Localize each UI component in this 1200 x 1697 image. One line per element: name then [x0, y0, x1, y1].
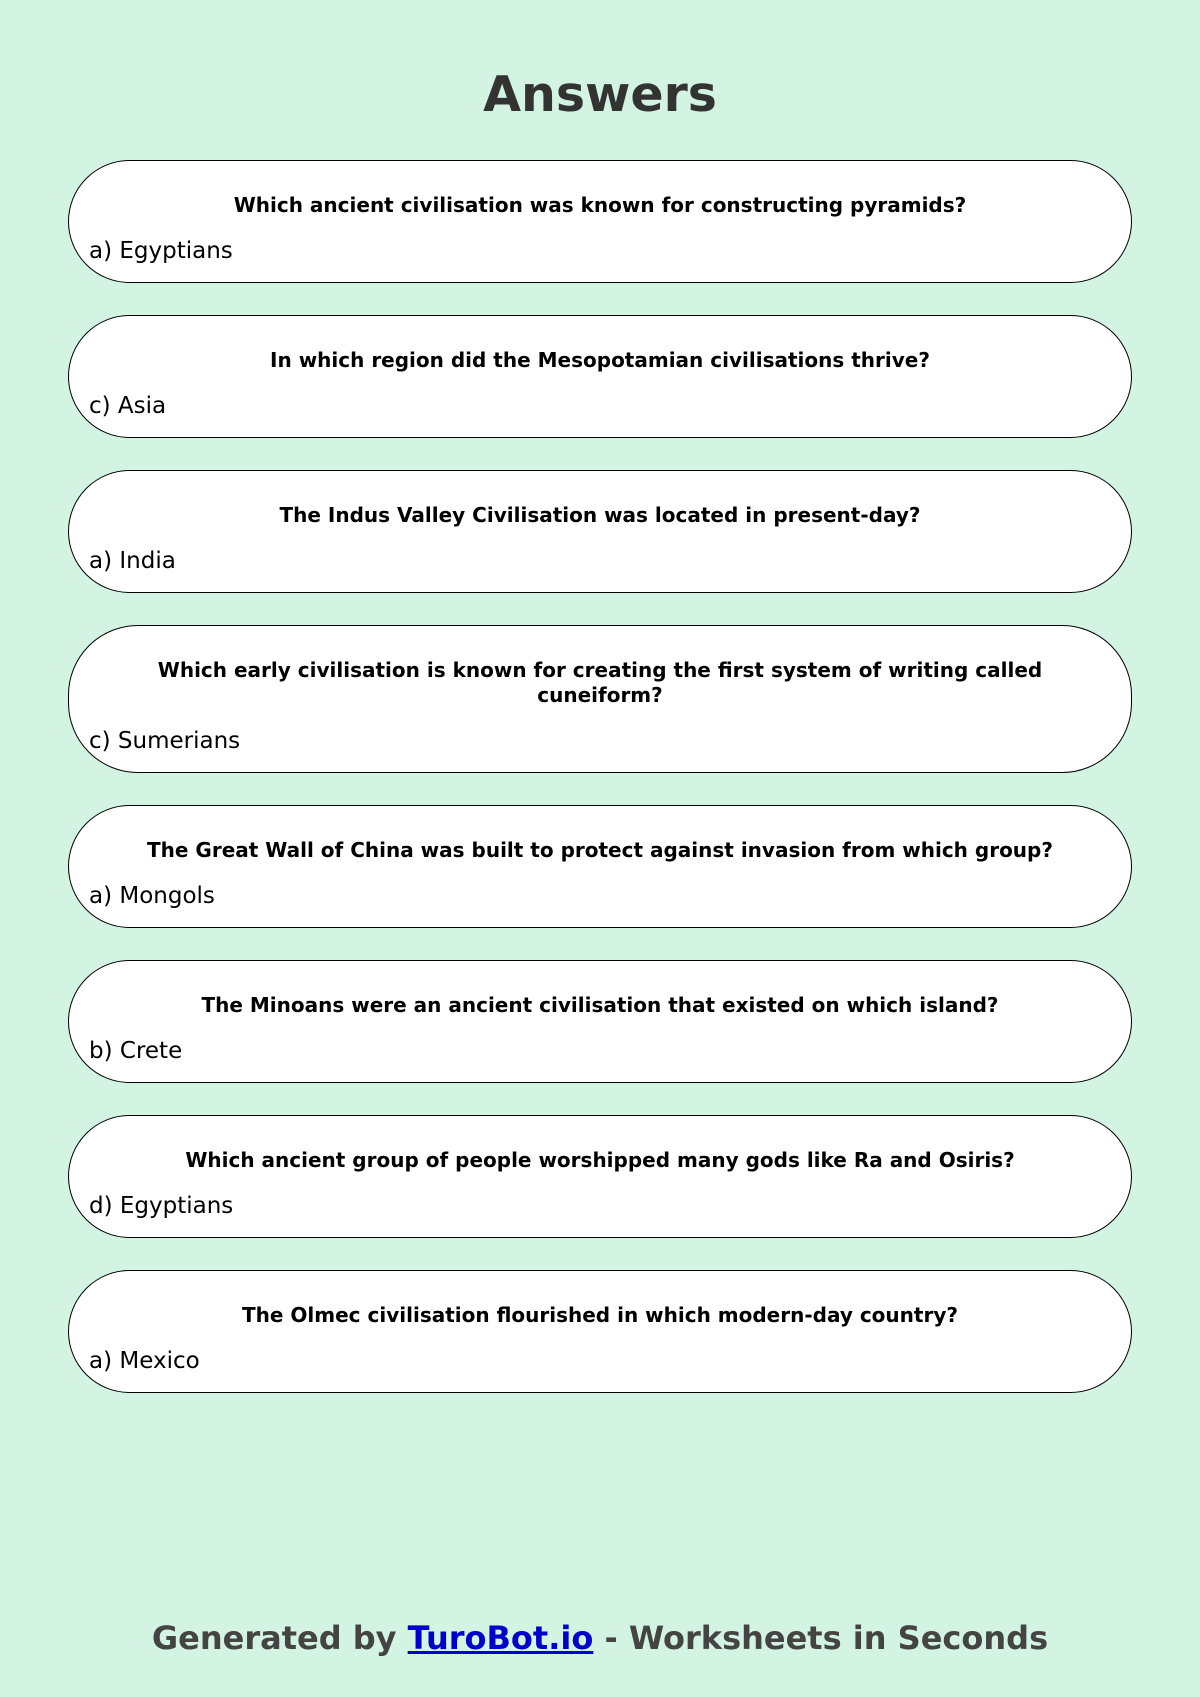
question-text: Which early civilisation is known for creating the first system of writing called cuneiform?	[157, 658, 1043, 707]
turobot-link[interactable]: TuroBot.io	[407, 1619, 594, 1657]
question-text: Which ancient civilisation was known for constructing pyramids?	[233, 193, 967, 217]
answer-text: b) Crete	[89, 1038, 183, 1064]
question-text: The Minoans were an ancient civilisation that existed on which island?	[201, 993, 999, 1017]
answer-text: d) Egyptians	[89, 1193, 234, 1219]
answer-list	[68, 160, 1132, 1425]
answer-card-5	[68, 805, 1132, 928]
answer-card-4	[68, 625, 1132, 773]
question-text: The Olmec civilisation flourished in which modern-day country?	[242, 1303, 958, 1327]
answer-card-3	[68, 470, 1132, 593]
question-text: Which ancient group of people worshipped many gods like Ra and Osiris?	[185, 1148, 1015, 1172]
answer-card-7	[68, 1115, 1132, 1238]
page-title: Answers	[483, 66, 717, 123]
answer-card-1	[68, 160, 1132, 283]
answer-card-6	[68, 960, 1132, 1083]
answer-text: a) Egyptians	[89, 238, 233, 264]
answer-text: a) Mexico	[89, 1348, 200, 1374]
footer-suffix: - Worksheets in Seconds	[593, 1619, 1049, 1657]
question-text: In which region did the Mesopotamian civilisations thrive?	[270, 348, 930, 372]
answer-card-8	[68, 1270, 1132, 1393]
answer-text: c) Asia	[89, 393, 167, 419]
answer-card-2	[68, 315, 1132, 438]
question-text: The Indus Valley Civilisation was located in present-day?	[279, 503, 921, 527]
answer-text: c) Sumerians	[89, 728, 241, 754]
question-text: The Great Wall of China was built to protect against invasion from which group?	[147, 838, 1053, 862]
answer-text: a) Mongols	[89, 883, 215, 909]
footer	[0, 1618, 1200, 1658]
answer-text: a) India	[89, 548, 176, 574]
footer-prefix: Generated by	[151, 1619, 408, 1657]
